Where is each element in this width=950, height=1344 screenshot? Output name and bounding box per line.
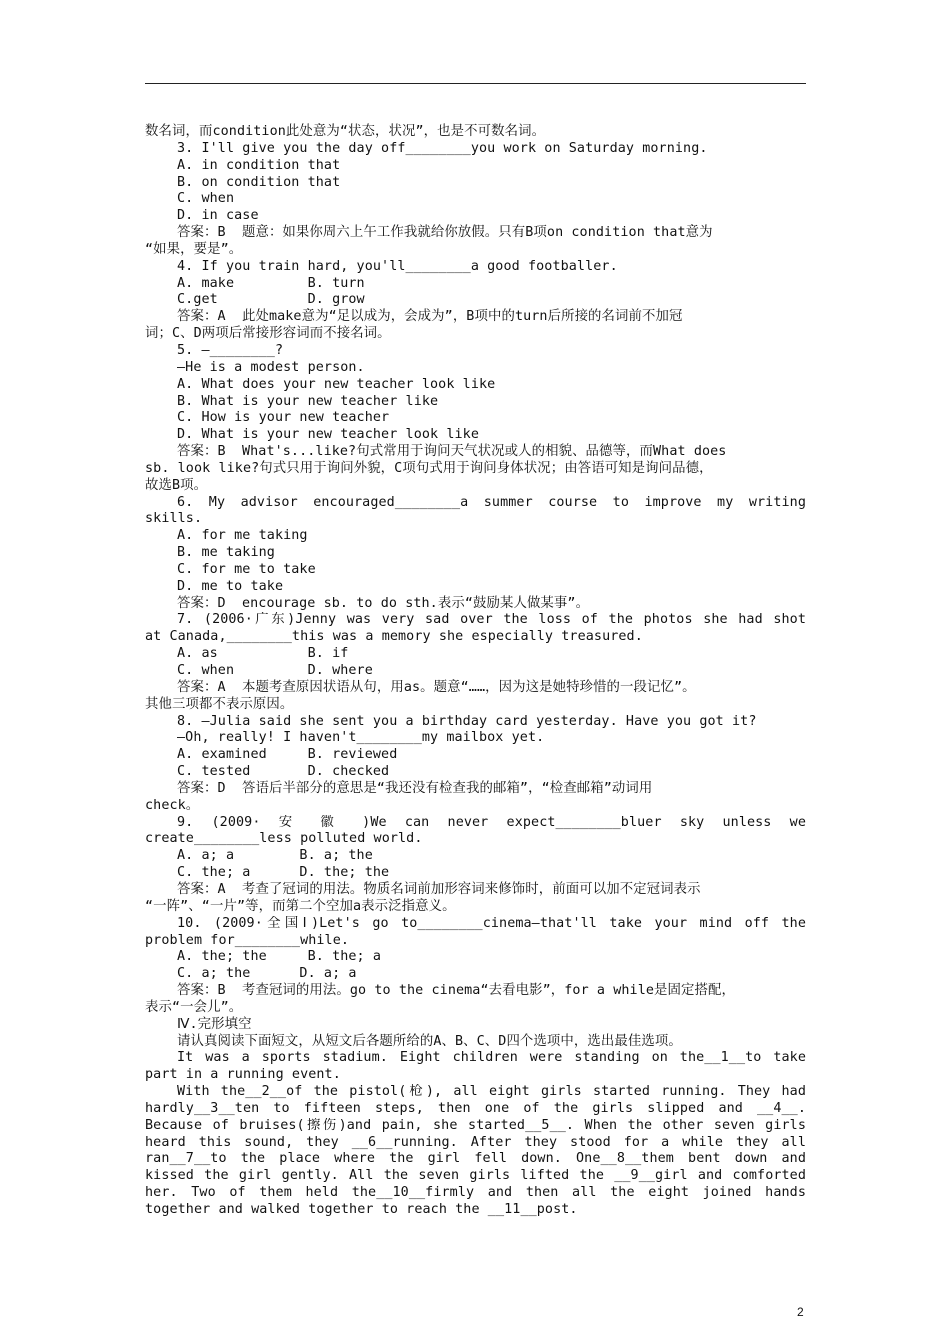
text-line: 10. (2009·全国Ⅰ)Let's go to________cinema—that'll take your mind off the [177, 915, 806, 931]
text-line: 答案：A 本题考查原因状语从句，用as。题意“……，因为这是她特珍惜的一段记忆”。 [177, 679, 696, 695]
text-line: D. in case [177, 208, 259, 224]
text-line: C. a; the D. a; a [177, 966, 357, 982]
text-line: 表示“一会儿”。 [145, 999, 243, 1015]
text-line: C. when D. where [177, 663, 373, 678]
text-line: C. How is your new teacher [177, 410, 390, 426]
text-line: ran__7__to the place where the girl fell down. One__8__them bent down and [145, 1151, 806, 1167]
text-line: A. examined B. reviewed [177, 747, 398, 763]
text-line: 答案：A 考查了冠词的用法。物质名词前加形容词来修饰时，前面可以加不定冠词表示 [177, 881, 701, 897]
text-line: 7. (2006·广东)Jenny was very sad over the loss of the photos she had shot [177, 612, 806, 628]
text-line: together and walked together to reach the __11__post. [145, 1202, 578, 1217]
text-line: C. the; a D. the; the [177, 865, 390, 881]
text-line: problem for________while. [145, 932, 350, 948]
text-line: Ⅳ.完形填空 [177, 1016, 252, 1032]
text-line: D. What is your new teacher look like [177, 427, 479, 443]
text-line: 答案：B 题意：如果你周六上午工作我就给你放假。只有B项on condition that意为 [177, 225, 713, 241]
text-line: C. for me to take [177, 561, 316, 577]
text-line: A. for me taking [177, 528, 308, 544]
page-number: 2 [797, 1305, 804, 1319]
text-line: A. a; a B. a; the [177, 848, 373, 864]
text-line: 故选B项。 [145, 477, 208, 493]
text-line: 答案：B What's...like?句式常用于询问天气状况或人的相貌、品德等，而What does [177, 444, 727, 460]
text-line: A. the; the B. the; a [177, 949, 382, 965]
document-body [145, 124, 806, 1219]
text-line: B. on condition that [177, 174, 341, 190]
text-line: 答案：A 此处make意为“足以成为，会成为”，B项中的turn后所接的名词前不加冠 [177, 309, 683, 325]
text-line: 4. If you train hard, you'll________a good footballer. [177, 258, 618, 274]
text-line: heard this sound, they __6__running. After they stood for a while they all [145, 1134, 806, 1150]
text-line: 答案：D 答语后半部分的意思是“我还没有检查我的邮箱”，“检查邮箱”动词用 [177, 780, 653, 796]
text-line: sb. look like?句式只用于询问外貌，C项句式用于询问身体状况；由答语可知是询问品德， [145, 460, 713, 476]
header-rule [145, 83, 806, 84]
text-line: With the__2__of the pistol(枪), all eight girls started running. They had [177, 1084, 806, 1100]
text-line: C. tested D. checked [177, 764, 390, 780]
text-line: D. me to take [177, 578, 284, 594]
text-line: It was a sports stadium. Eight children were standing on the__1__to take [177, 1050, 806, 1066]
text-line: check。 [145, 797, 200, 813]
text-line: A. as B. if [177, 646, 349, 662]
text-line: 数名词，而condition此处意为“状态，状况”，也是不可数名词。 [145, 124, 546, 139]
text-line: C.get D. grow [177, 292, 365, 308]
text-line: skills. [145, 511, 203, 527]
text-line: “如果，要是”。 [145, 241, 243, 257]
text-line: C. when [177, 191, 235, 207]
text-line: A. make B. turn [177, 275, 365, 291]
text-line: create________less polluted world. [145, 831, 423, 847]
text-line: her. Two of them held the__10__firmly and then all the eight joined hands [145, 1185, 806, 1201]
text-line: A. in condition that [177, 157, 341, 173]
text-line: “一阵”、“一片”等，而第二个空加a表示泛指意义。 [145, 898, 456, 914]
text-line: 9. (2009· 安 徽 )We can never expect________bluer sky unless we [177, 814, 806, 830]
text-line: 词；C、D两项后常接形容词而不接名词。 [145, 326, 391, 342]
text-line: 8. —Julia said she sent you a birthday card yesterday. Have you got it? [177, 713, 757, 729]
text-line: at Canada,________this was a memory she especially treasured. [145, 629, 643, 645]
text-line: hardly__3__ten to fifteen steps, then one of the girls slipped and __4__. [145, 1100, 806, 1116]
text-line: 其他三项都不表示原因。 [145, 696, 294, 712]
text-line: 5. —________? [177, 342, 284, 358]
text-line: 3. I'll give you the day off________you work on Saturday morning. [177, 140, 708, 156]
text-line: B. What is your new teacher like [177, 393, 439, 409]
text-line: —He is a modest person. [177, 359, 365, 375]
text-line: —Oh, really! I haven't________my mailbox yet. [177, 730, 545, 746]
text-line: kissed the girl gently. All the seven girls lifted the __9__girl and comforted [145, 1168, 806, 1184]
text-line: B. me taking [177, 545, 275, 561]
text-line: 请认真阅读下面短文，从短文后各题所给的A、B、C、D四个选项中，选出最佳选项。 [177, 1033, 682, 1049]
text-line: 答案：D encourage sb. to do sth.表示“鼓励某人做某事”。 [177, 595, 590, 611]
text-line: 6. My advisor encouraged________a summer course to improve my writing [177, 494, 806, 510]
text-line: part in a running event. [145, 1067, 341, 1083]
text-line: 答案：B 考查冠词的用法。go to the cinema“去看电影”，for a while是固定搭配， [177, 983, 735, 999]
text-line: Because of bruises(擦伤)and pain, she started__5__. When the other seven girls [145, 1117, 806, 1133]
text-line: A. What does your new teacher look like [177, 376, 496, 392]
